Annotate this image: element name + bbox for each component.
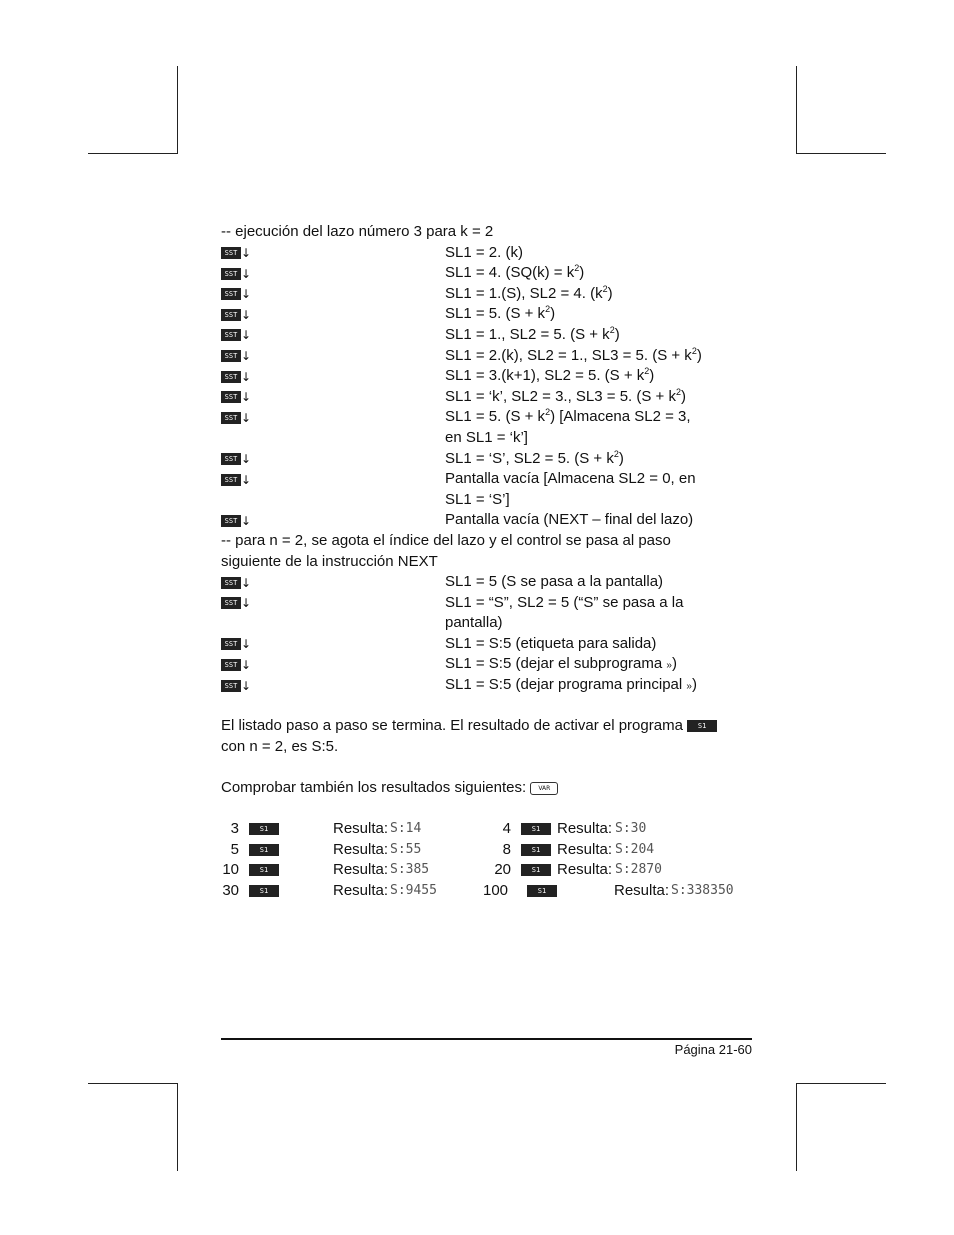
step-continuation [221,428,761,449]
result-text: ) [649,367,655,385]
paragraph-text: Comprobar también los resultados siguientes: [221,779,527,797]
superscript: 2 [602,283,608,294]
sst-key-label: SST [221,638,241,650]
step-row [221,366,761,387]
step-result [445,387,686,408]
paragraph-line [221,778,761,799]
step-row [221,304,761,325]
arrow-down-icon: ↓ [240,575,251,590]
input-value: 10 [222,861,239,879]
result-text: pantalla) [445,614,503,632]
sst-key-label: SST [221,474,241,486]
paragraph-text: El listado paso a paso se termina. El resultado de activar el programa [221,717,683,735]
result-text: ) [579,264,585,282]
chevron-right-icon: » [666,660,672,672]
result-text: SL1 = 1.(S), SL2 = 4. (k [445,284,603,302]
result-text: ) [614,325,620,343]
arrow-down-icon: ↓ [240,657,251,672]
crop-mark [796,153,886,154]
step-row [221,449,761,470]
softkey-s1-icon: S1 [521,864,551,876]
result-label: Resulta: [614,882,670,899]
step-row [221,284,761,305]
sst-key-icon [221,453,251,466]
result-text: SL1 = 2. (k) [445,243,523,261]
superscript: 2 [644,366,650,377]
result-value: S:30 [615,821,647,837]
sst-key-label: SST [221,288,241,300]
sst-key-icon [221,247,251,260]
crop-mark [88,1083,178,1084]
sst-key-label: SST [221,350,241,362]
sst-key-label: SST [221,597,241,609]
sst-key-label: SST [221,247,241,259]
step-result [445,449,624,470]
sst-key-icon [221,267,251,280]
arrow-down-icon: ↓ [240,369,251,384]
crop-mark [88,153,178,154]
result-text: en SL1 = ‘k’] [445,428,528,446]
result-row [221,819,761,840]
result-text: ) [671,655,677,673]
arrow-down-icon: ↓ [240,287,251,302]
result-text: SL1 = 2.(k), SL2 = 1., SL3 = 5. (S + k [445,346,692,364]
step-row [221,469,761,490]
result-value: S:338350 [671,883,734,898]
sst-key-icon [221,658,251,671]
footer-rule [221,1038,752,1040]
softkey-s1-icon: S1 [249,864,279,876]
step-result [445,346,702,367]
sst-key-label: SST [221,659,241,671]
softkey-s1-icon: S1 [249,823,279,835]
result-text: Pantalla vacía (NEXT – final del lazo) [445,511,694,529]
superscript: 2 [675,386,681,397]
sst-key-icon [221,597,251,610]
step-continuation [221,490,761,511]
sst-key-icon [221,679,251,692]
step-result [445,510,693,531]
input-value: 30 [222,882,239,899]
sst-key-icon [221,350,251,363]
arrow-down-icon: ↓ [240,452,251,467]
sst-key-icon [221,473,251,486]
result-value: S:2870 [615,862,662,878]
step-result [445,325,620,346]
result-text: ) [550,305,556,323]
sst-key-icon [221,391,251,404]
result-value: S:385 [390,862,430,878]
result-row [221,860,761,881]
arrow-down-icon: ↓ [240,328,251,343]
result-text: SL1 = 3.(k+1), SL2 = 5. (S + k [445,367,645,385]
step-result [445,284,613,305]
sst-key-label: SST [221,680,241,692]
input-value: 100 [483,882,509,899]
result-value: S:9455 [390,883,437,898]
input-value: 5 [230,840,239,858]
sst-key-label: SST [221,329,241,341]
crop-mark [177,66,178,154]
input-value: 3 [230,820,239,838]
result-value: S:14 [390,821,422,837]
sst-key-icon [221,576,251,589]
result-text: SL1 = ‘S’, SL2 = 5. (S + k [445,449,614,467]
step-row [221,263,761,284]
softkey-s1-icon: S1 [527,885,557,897]
step-row [221,325,761,346]
arrow-down-icon: ↓ [240,390,251,405]
step-result [445,572,663,593]
step-row [221,407,761,428]
sst-key-label: SST [221,268,241,280]
result-text: SL1 = S:5 (etiqueta para salida) [445,634,657,652]
sst-key-label: SST [221,515,241,527]
arrow-down-icon: ↓ [240,513,251,528]
result-text: SL1 = 5 (S se pasa a la pantalla) [445,573,664,591]
page-content [221,222,761,902]
input-value: 8 [502,840,511,858]
result-label: Resulta: [557,861,613,879]
sst-key-icon [221,329,251,342]
sst-key-icon [221,288,251,301]
sst-key-icon [221,370,251,383]
result-label: Resulta: [557,820,613,838]
superscript: 2 [574,263,580,274]
arrow-down-icon: ↓ [240,596,251,611]
superscript: 2 [545,304,551,315]
result-label: Resulta: [333,840,389,858]
sst-key-icon [221,514,251,527]
step-row [221,572,761,593]
result-text: ) [691,676,697,694]
step-continuation [221,613,761,634]
softkey-s1-icon: S1 [249,844,279,856]
sst-key-label: SST [221,309,241,321]
sst-key-label: SST [221,371,241,383]
step-result [445,407,691,428]
crop-mark [796,66,797,154]
result-text: SL1 = 5. (S + k [445,408,546,426]
step-row [221,243,761,264]
sst-key-icon [221,308,251,321]
result-text: ) [681,387,686,405]
input-value: 4 [502,820,511,838]
arrow-down-icon: ↓ [240,678,251,693]
crop-mark [796,1083,886,1084]
result-text: ) [Almacena SL2 = 3, [550,408,691,426]
page-number: Página 21-60 [674,1042,752,1057]
step-result [445,366,654,387]
result-text: SL1 = “S”, SL2 = 5 (“S” se pasa a la [445,593,684,611]
result-text: ) [607,284,613,302]
step-result [445,675,697,698]
step-result [445,243,523,264]
step-row [221,593,761,614]
step-row [221,634,761,655]
sst-key-label: SST [221,577,241,589]
sst-key-icon [221,411,251,424]
crop-mark [177,1083,178,1171]
step-row [221,510,761,531]
result-value: S:204 [615,841,655,857]
step-row [221,675,761,696]
sst-key-label: SST [221,412,241,424]
result-text: SL1 = ‘k’, SL2 = 3., SL3 = 5. (S + k [445,387,676,405]
step-result [445,654,677,677]
note-line: siguiente de la instrucción NEXT [221,552,438,570]
var-key-icon: VAR [530,782,558,795]
result-text: SL1 = ‘S’] [445,490,510,508]
result-label: Resulta: [333,820,389,838]
intro-line: -- ejecución del lazo número 3 para k = 2 [221,223,494,240]
result-row [221,881,761,902]
step-result [445,469,696,490]
sst-key-label: SST [221,453,241,465]
sst-key-label: SST [221,391,241,403]
results-table [221,819,761,901]
result-text: ) [696,346,702,364]
result-text: SL1 = 4. (SQ(k) = k [445,264,575,282]
sst-key-icon [221,638,251,651]
arrow-down-icon: ↓ [240,307,251,322]
arrow-down-icon: ↓ [240,410,251,425]
result-label: Resulta: [557,840,613,858]
result-text: SL1 = 5. (S + k [445,305,546,323]
result-text: SL1 = 1., SL2 = 5. (S + k [445,325,610,343]
superscript: 2 [545,407,551,418]
result-text: SL1 = S:5 (dejar programa principal [445,676,687,694]
paragraph-line [221,716,761,737]
crop-mark [796,1083,797,1171]
input-value: 20 [494,861,511,879]
result-text: SL1 = S:5 (dejar el subprograma [445,655,667,673]
result-value: S:55 [390,841,422,857]
result-label: Resulta: [333,882,389,899]
step-result [445,304,555,325]
superscript: 2 [613,448,619,459]
superscript: 2 [609,324,615,335]
arrow-down-icon: ↓ [240,472,251,487]
step-row [221,387,761,408]
softkey-s1-icon: S1 [249,885,279,897]
steps-list-2 [221,572,761,696]
step-result [445,593,683,614]
superscript: 2 [691,345,697,356]
arrow-down-icon: ↓ [240,637,251,652]
arrow-down-icon: ↓ [240,349,251,364]
step-result [445,263,584,284]
softkey-s1-icon: S1 [687,720,717,732]
result-row [221,840,761,861]
step-row [221,346,761,367]
result-label: Resulta: [333,861,389,879]
arrow-down-icon: ↓ [240,246,251,261]
result-text: ) [618,449,624,467]
step-result [445,634,656,655]
arrow-down-icon: ↓ [240,266,251,281]
softkey-s1-icon: S1 [521,823,551,835]
result-text: Pantalla vacía [Almacena SL2 = 0, en [445,470,696,488]
paragraph-line: con n = 2, es S:5. [221,737,339,755]
step-row [221,654,761,675]
softkey-s1-icon: S1 [521,844,551,856]
note-line: -- para n = 2, se agota el índice del lazo y el control se pasa al paso [221,531,671,549]
chevron-right-icon: » [686,681,692,693]
steps-list [221,243,761,531]
